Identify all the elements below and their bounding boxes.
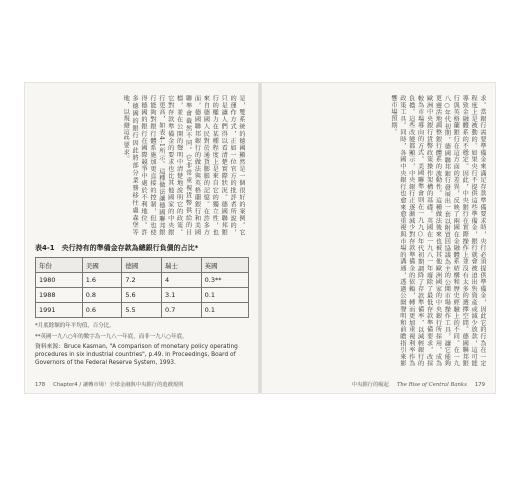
table-header-cell: 美國 xyxy=(82,258,122,273)
table-header-cell: 年份 xyxy=(36,258,83,273)
table-cell: 1980 xyxy=(36,273,83,288)
table-source: 資料來源：Bruce Kasman, "A comparison of monetary policy operating procedures in six industrial countries", p.49. in Proceedings, Board of Governors of the Federal Reserve System, 1993. xyxy=(35,344,238,366)
table-row xyxy=(36,303,249,318)
table-cell: 1991 xyxy=(36,303,83,318)
right-page-footer xyxy=(352,380,485,388)
table-footnote-2: **英國一九八○年的數字為一九八一年底，而非一九八○年底。 xyxy=(35,334,188,340)
table-row xyxy=(36,273,249,288)
left-page xyxy=(25,83,259,393)
table-footnote-1: *月底餘額的年平均值，百分比。 xyxy=(35,323,115,329)
table-block xyxy=(35,243,249,367)
table-cell: 7.2 xyxy=(122,273,162,288)
table-cell: 0.1 xyxy=(201,303,248,318)
left-page-body-text: 是，雙系統的德國顯然是一個很好的案例。它的運作方式，正如一位官方的批評者所說的，只是讓人們得以看清楚實際狀況。德國聯邦銀行的權力在某種程度上是來自它的獨立性，也來自德國人民對於通貨膨脹的記憶。在許多方面，德國聯邦銀行的做法與英格蘭銀行和美國聯準會截然不同。它非常重視貨幣供給的目標，並在公開的聲明中清楚地說明它的政策。它對存款準備金的要求也比其他國家的中央銀行更高，如表4-1所示。這種做法讓德國聯邦銀行能夠對銀行體系施加更直接的控制，但也使得德國的銀行在國際競爭中處於不利地位。許多德國的銀行因此將部分業務移往盧森堡等地，以規避這些要求。 xyxy=(122,95,245,236)
table-cell: 0.1 xyxy=(201,288,248,303)
table-header-row xyxy=(36,258,249,273)
right-page-body-text: 求。當銀行需要準備金來滿足存款準備要求時，央行必須提供準備金，因此它的行為在一定程度上是被動的。如果央行不提供這些準備金，銀行就會被迫出售資產或減少放款，這可能導致金融體系的不穩定。因此，中央銀行在實際操作上並沒有太多的選擇空間。德國聯邦銀行與英格蘭銀行在這方面的差異，反映了兩國在金融體系結構和歷史經驗上的不同。在一九八○年代初期，德國聯邦銀行發展出一套以附買回協議為主的公開市場操作工具，讓它能夠更靈活地調整銀行體系的流動性。這種做法後來也被其他歐洲國家的中央銀行所採用，成為歐洲中央銀行貨幣政策操作架構的基礎。英國在一九八一年廢除了最低存款準備要求，改採較為市場導向的方式。美國聯準會則在一九九○年代初期調降了存款準備率，以減輕銀行的負擔。這些改變都顯示，中央銀行正逐漸減少對存款準備金的依賴，轉而更加重視利率作為政策工具。同時，各國中央銀行也愈來愈重視與市場的溝通，透過公開聲明和前瞻指引來影響市場預期。 xyxy=(389,95,486,367)
table-header-cell: 德國 xyxy=(122,258,162,273)
right-running-head-zh: 中央銀行的崛起 xyxy=(351,382,389,388)
right-page xyxy=(261,83,495,393)
table-cell: 1988 xyxy=(36,288,83,303)
table-cell: 5.6 xyxy=(122,288,162,303)
table-header-cell: 英國 xyxy=(201,258,248,273)
reserve-ratio-table xyxy=(35,257,249,318)
book-spread xyxy=(25,83,495,393)
left-page-footer xyxy=(35,380,183,388)
right-running-head-en: The Rise of Central Banks xyxy=(396,382,467,388)
table-cell: 0.8 xyxy=(82,288,122,303)
table-cell: 1.6 xyxy=(82,273,122,288)
table-cell: 0.6 xyxy=(82,303,122,318)
right-page-number: 179 xyxy=(474,382,485,388)
left-running-head: Chapter4 / 讓轉市場！全球金融與中央銀行的遊戲規則 xyxy=(53,382,184,388)
table-cell: 5.5 xyxy=(122,303,162,318)
table-row xyxy=(36,288,249,303)
left-page-number: 178 xyxy=(35,382,46,388)
table-header-cell: 瑞士 xyxy=(162,258,202,273)
table-cell: 4 xyxy=(162,273,202,288)
table-cell: 3.1 xyxy=(162,288,202,303)
table-cell: 0.3** xyxy=(201,273,248,288)
table-caption: 表4-1 央行持有的準備金存款為總銀行負債的占比* xyxy=(35,244,199,252)
table-cell: 0.7 xyxy=(162,303,202,318)
